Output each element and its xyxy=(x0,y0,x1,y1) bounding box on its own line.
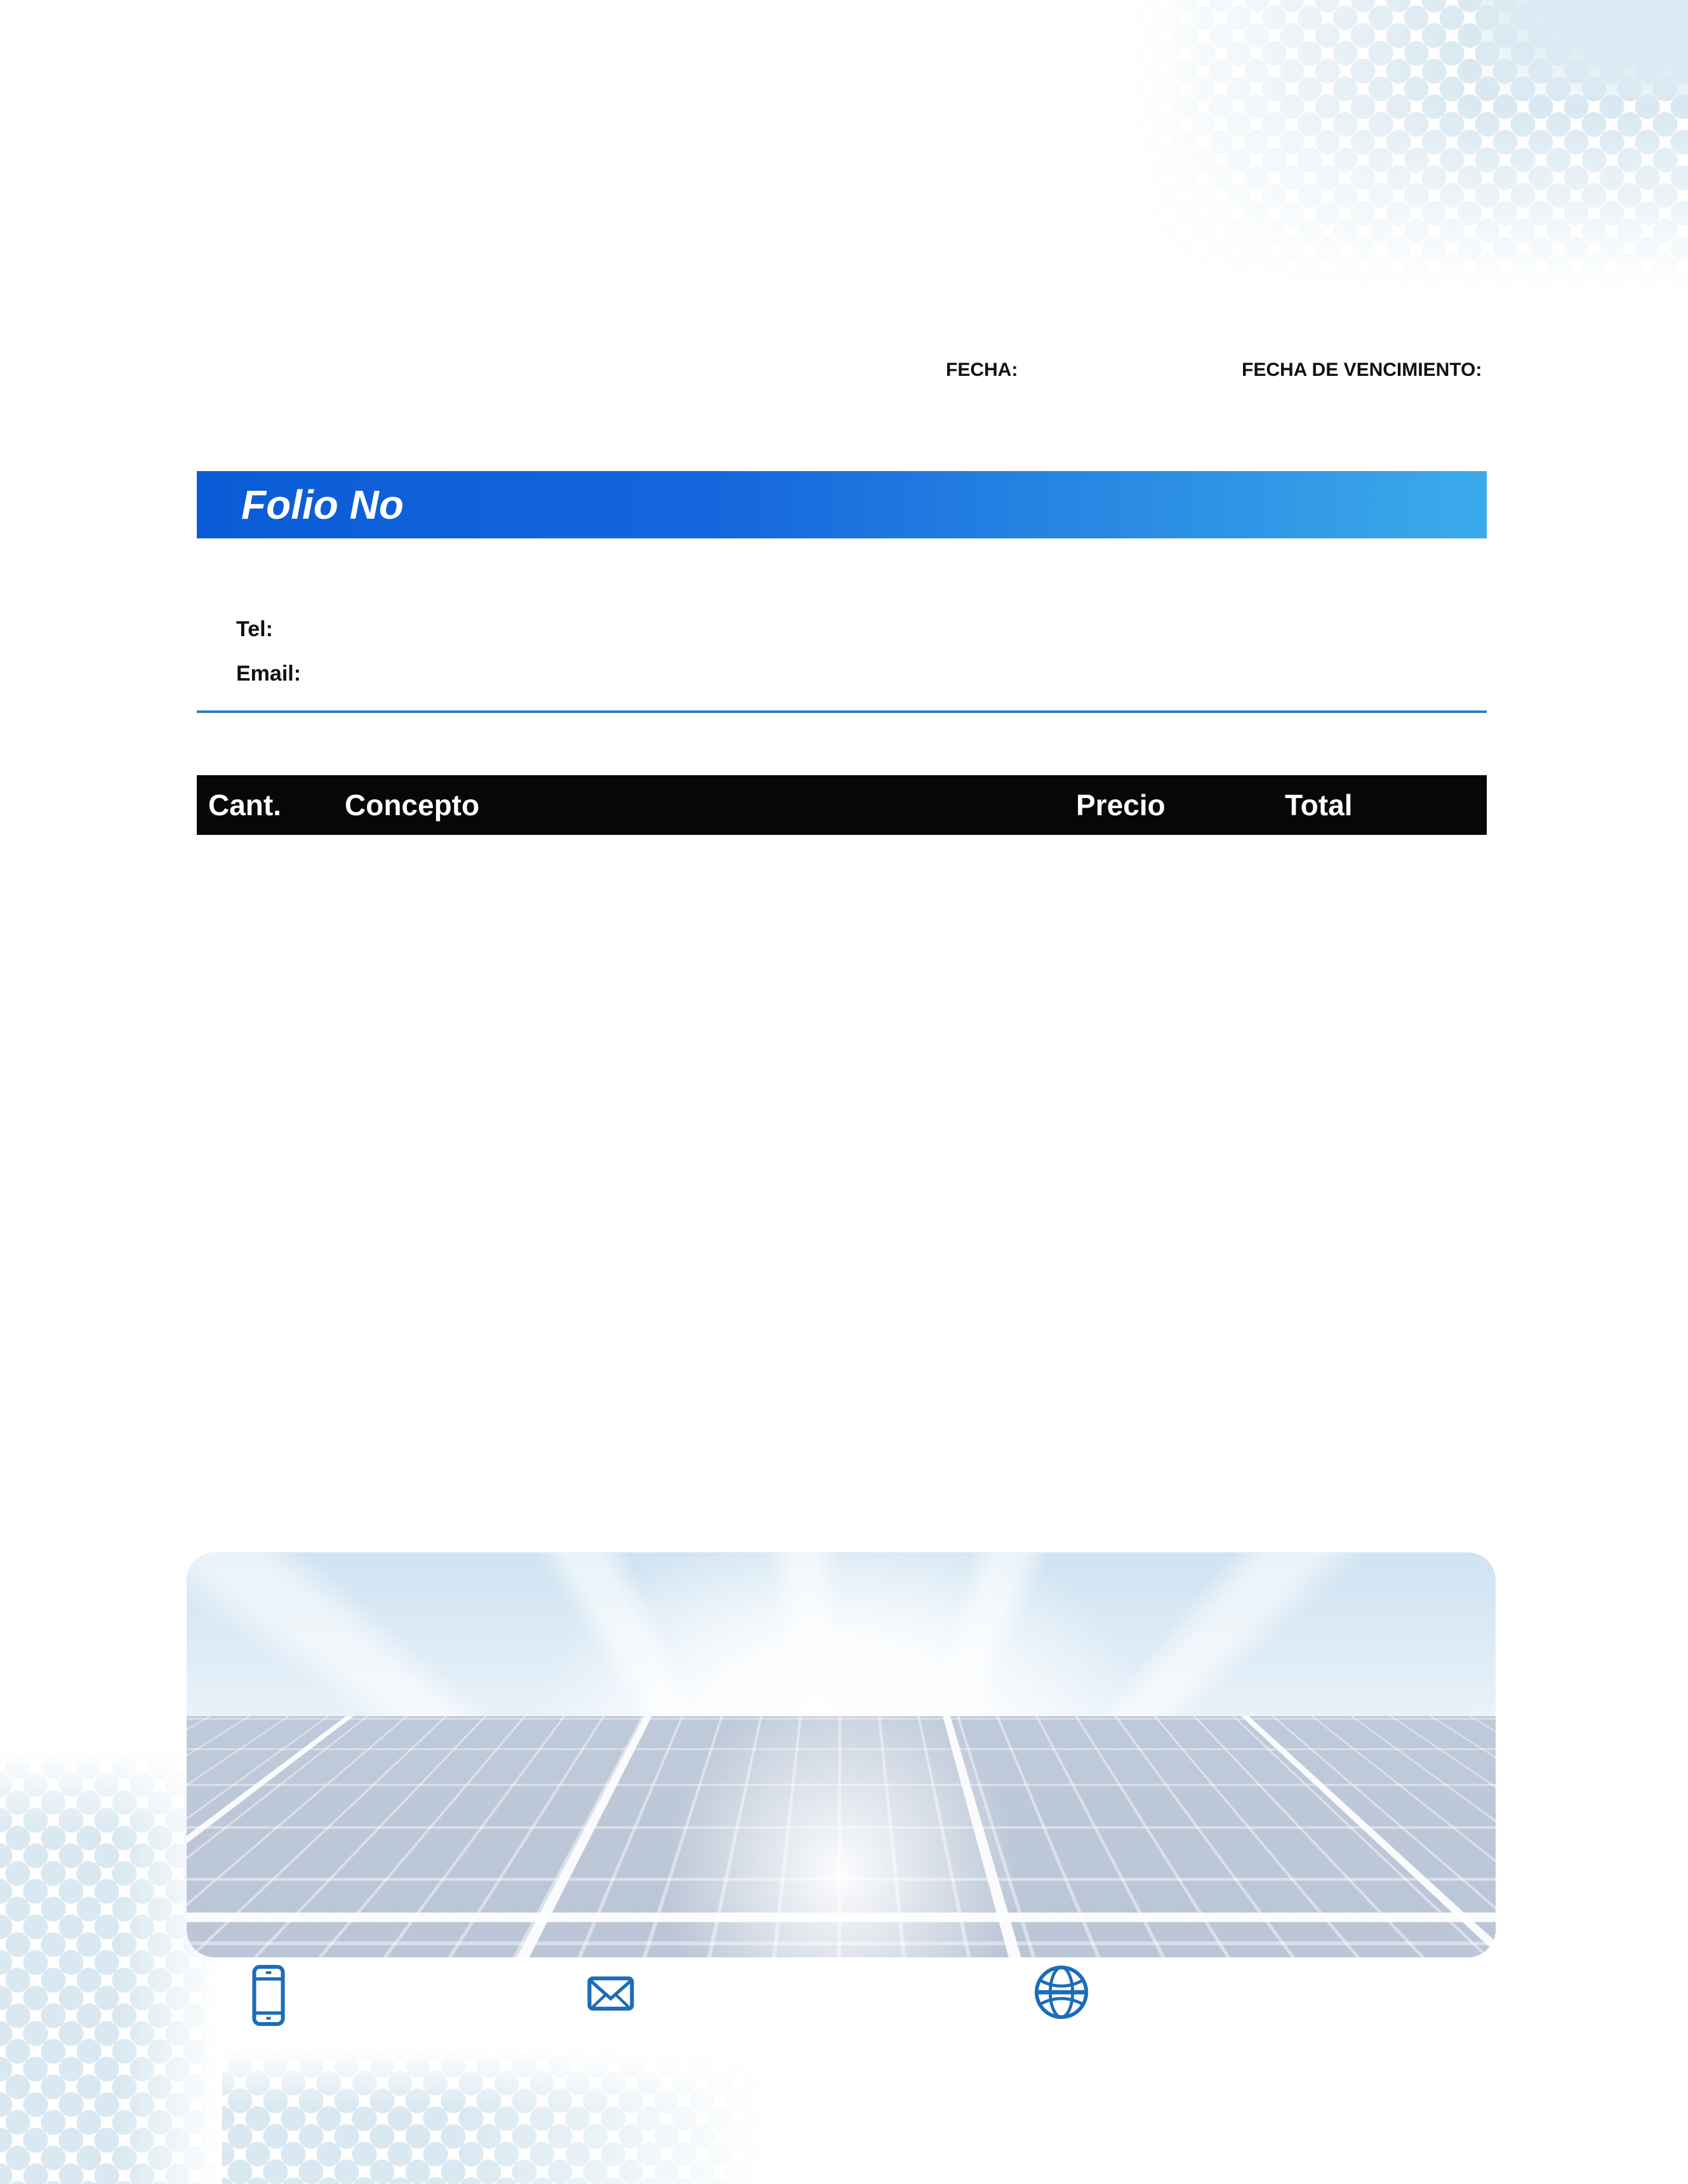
column-header-total: Total xyxy=(1285,789,1353,822)
fecha-vencimiento-label: FECHA DE VENCIMIENTO: xyxy=(1242,359,1482,380)
fecha-label: FECHA: xyxy=(946,359,1018,380)
website-value-field[interactable] xyxy=(1108,1986,1317,2009)
tel-label: Tel: xyxy=(236,617,273,641)
email-label: Email: xyxy=(236,662,302,686)
phone-icon xyxy=(252,1964,285,2030)
solar-panels-image xyxy=(187,1552,1496,1957)
column-header-precio: Precio xyxy=(1076,789,1166,822)
column-header-concepto: Concepto xyxy=(345,789,480,822)
fecha-vencimiento-value-field[interactable] xyxy=(1492,359,1543,383)
email-value-field[interactable] xyxy=(330,663,648,688)
halftone-dots xyxy=(222,2048,806,2184)
column-header-cant: Cant. xyxy=(208,789,281,822)
email-value-field[interactable] xyxy=(654,1986,863,2009)
email-icon xyxy=(587,1976,634,2014)
tel-value-field[interactable] xyxy=(298,618,616,644)
globe-icon xyxy=(1033,1964,1089,2023)
fecha-value-field[interactable] xyxy=(1022,359,1124,383)
contact-divider xyxy=(197,710,1487,713)
date-row xyxy=(0,359,1688,387)
halftone-bottom-left-row xyxy=(222,2048,806,2184)
items-table-body[interactable] xyxy=(197,835,1487,1533)
folio-banner xyxy=(197,471,1487,538)
items-table-header xyxy=(197,775,1487,835)
phone-value-field[interactable] xyxy=(305,1986,514,2009)
folio-number-field[interactable] xyxy=(429,483,620,527)
folio-label: Folio No xyxy=(241,482,404,528)
halftone-corner-wash xyxy=(1479,0,1688,95)
